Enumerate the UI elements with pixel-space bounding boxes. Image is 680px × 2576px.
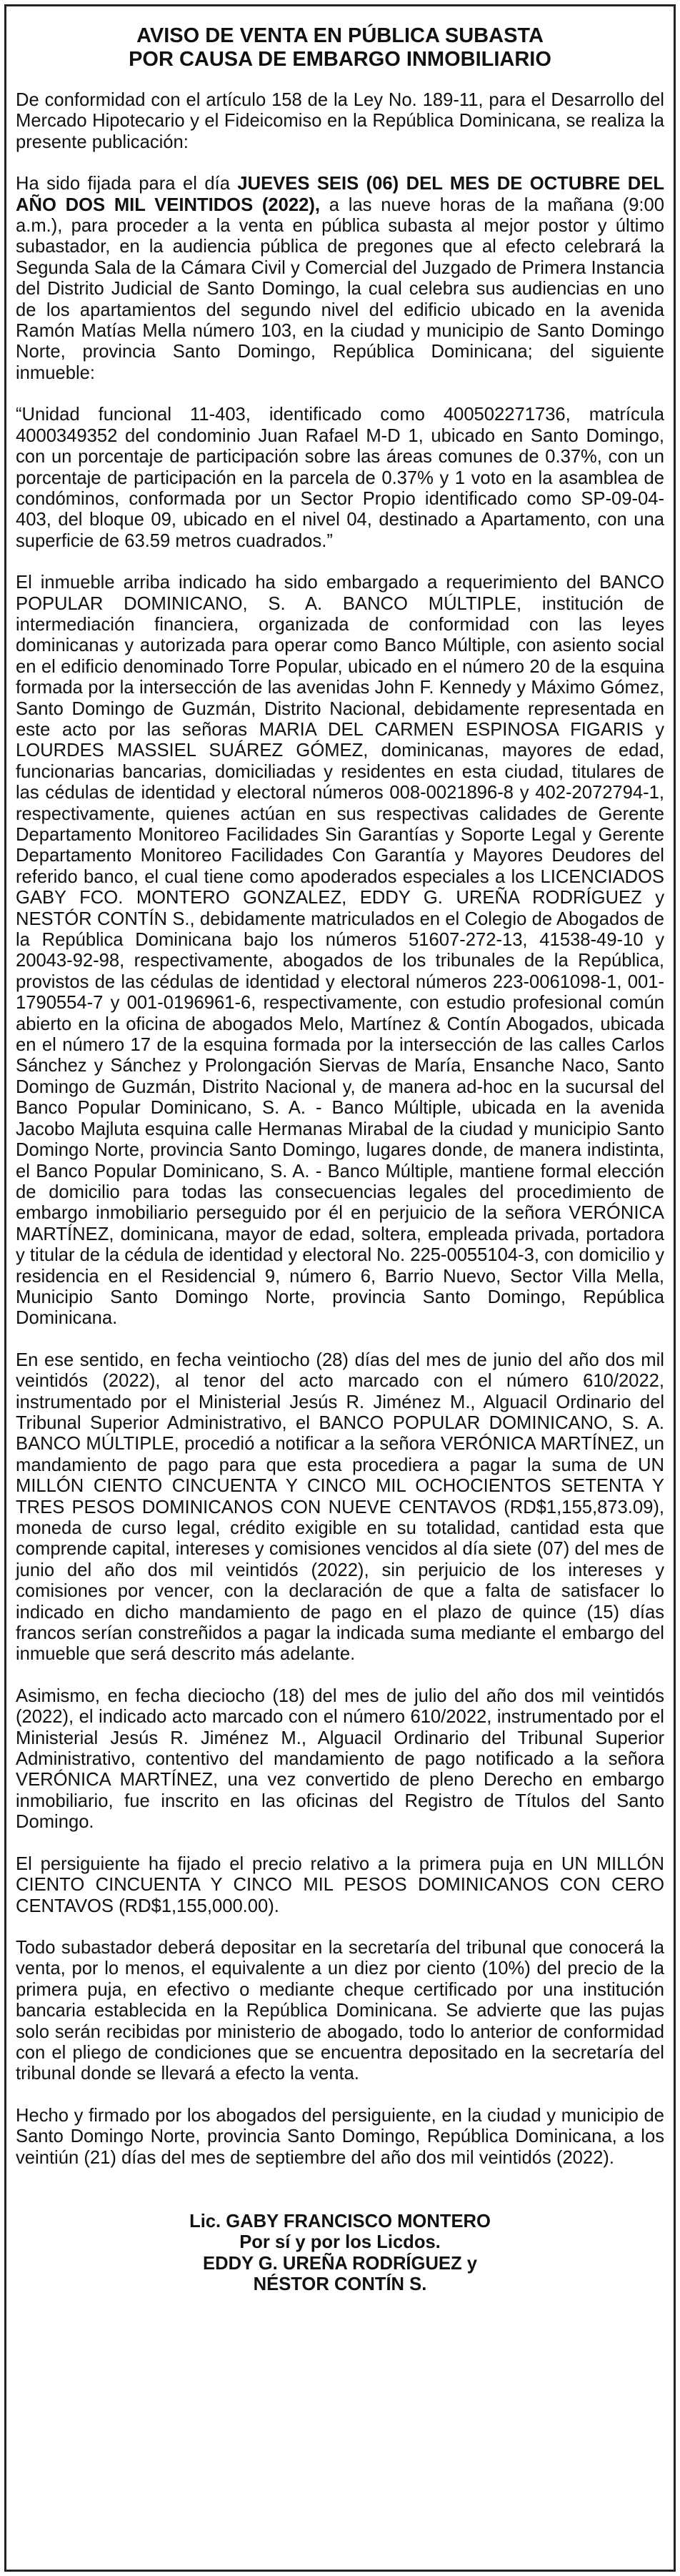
signature-line-4: NÉSTOR CONTÍN S. <box>253 2274 427 2295</box>
paragraph-deposit-terms: Todo subastador deberá depositar en la secretaría del tribunal que conocerá la venta, por lo menos, el equivalente a un diez por ciento (10%) del precio de la primera puja, en efectivo o mediante cheque certificado por una institución bancaria establecida en la República Dominicana. Se advierte que las pujas solo serán recibidas por ministerio de abogado, todo lo anterior de conformidad con el pliego de condiciones que se encuentra depositado en la secretaría del tribunal donde se llevará a efecto la venta. <box>16 1937 664 2084</box>
notice-border <box>4 4 676 2572</box>
title-line-1: AVISO DE VENTA EN PÚBLICA SUBASTA <box>136 24 544 47</box>
auction-date-bold: JUEVES SEIS (06) DEL MES DE OCTUBRE DEL AÑO DOS MIL VEINTIDOS (2022), <box>16 174 664 215</box>
paragraph-property-description: “Unidad funcional 11-403, identificado como 400502271736, matrícula 4000349352 del condominio Juan Rafael M-D 1, ubicado en Santo Domingo, con un porcentaje de participación sobre las áreas comunes de 0.37%, con un porcentaje de participación en la parcela de 0.37% y 1 voto en la asamblea de condóminos, conformada por un Sector Propio identificado como SP-09-04-403, del bloque 09, ubicado en el nivel 04, destinado a Apartamento, con una superficie de 63.59 metros cuadrados.” <box>16 405 664 551</box>
auction-date-prefix: Ha sido fijada para el día <box>16 174 238 194</box>
signature-line-2: Por sí y por los Licdos. <box>239 2232 441 2253</box>
signature-line-3: EDDY G. UREÑA RODRÍGUEZ y <box>203 2253 477 2274</box>
paragraph-first-bid-price: El persiguiente ha fijado el precio relativo a la primera puja en UN MILLÓN CIENTO CINCUENTA Y CINCO MIL PESOS DOMINICANOS CON CERO CENTAVOS (RD$1,155,000.00). <box>16 1853 664 1916</box>
auction-date-rest: a las nueve horas de la mañana (9:00 a.m.), para proceder a la venta en pública subasta al mejor postor y último subastador, en la audiencia pública de pregones que al efecto celebrará la Segunda Sala de la Cámara Civil y Comercial del Juzgado de Primera Instancia del Distrito Judicial de Santo Domingo, la cual celebra sus audiencias en uno de los apartamientos del segundo nivel del edificio ubicado en la avenida Ramón Matías Mella número 103, en la ciudad y municipio de Santo Domingo Norte, provincia Santo Domingo, República Dominicana; del siguiente inmueble: <box>16 194 664 383</box>
paragraph-signing-place: Hecho y firmado por los abogados del persiguiente, en la ciudad y municipio de Santo Domingo Norte, provincia Santo Domingo, República Dominicana, a los veintiún (21) días del mes de septiembre del año dos mil veintidós (2022). <box>16 2105 664 2168</box>
paragraph-payment-order: En ese sentido, en fecha veintiocho (28) días del mes de junio del año dos mil veintidós (2022), al tenor del acto marcado con el número 610/2022, instrumentado por el Ministerial Jesús R. Jiménez M., Alguacil Ordinario del Tribunal Superior Administrativo, el BANCO POPULAR DOMINICANO, S. A. BANCO MÚLTIPLE, procedió a notificar a la señora VERÓNICA MARTÍNEZ, un mandamiento de pago para que esta procediera a pagar la suma de UN MILLÓN CIENTO CINCUENTA Y CINCO MIL OCHOCIENTOS SETENTA Y TRES PESOS DOMINICANOS CON NUEVE CENTAVOS (RD$1,155,873.09), moneda de curso legal, crédito exigible en su totalidad, cantidad esta que comprende capital, intereses y comisiones vencidos al día siete (07) del mes de junio del año dos mil veintidós (2022), sin perjuicio de los intereses y comisiones por vencer, con la declaración de que a falta de satisfacer lo indicado en dicho mandamiento de pago en el plazo de quince (15) días francos serían constreñidos a pagar la indicada suma mediante el embargo del inmueble que será descrito más adelante. <box>16 1349 664 1665</box>
paragraph-seizure-details: El inmueble arriba indicado ha sido embargado a requerimiento del BANCO POPULAR DOMINICANO, S. A. BANCO MÚLTIPLE, institución de intermediación financiera, organizada de conformidad con las leyes dominicanas y autorizada para operar como Banco Múltiple, con asiento social en el edificio denominado Torre Popular, ubicado en el número 20 de la esquina formada por la intersección de las avenidas John F. Kennedy y Máximo Gómez, Santo Domingo de Guzmán, Distrito Nacional, debidamente representada en este acto por las señoras MARIA DEL CARMEN ESPINOSA FIGARIS y LOURDES MASSIEL SUÁREZ GÓMEZ, dominicanas, mayores de edad, funcionarias bancarias, domiciliadas y residentes en esta ciudad, titulares de las cédulas de identidad y electoral números 008-0021896-8 y 402-2072794-1, respectivamente, quienes actúan en sus respectivas calidades de Gerente Departamento Monitoreo Facilidades Sin Garantías y Soporte Legal y Gerente Departamento Monitoreo Facilidades Con Garantía y Mayores Deudores del referido banco, el cual tiene como apoderados especiales a los LICENCIADOS GABY FCO. MONTERO GONZALEZ, EDDY G. UREÑA RODRÍGUEZ y NESTÓR CONTÍN S., debidamente matriculados en el Colegio de Abogados de la República Dominicana bajo los números 51607-272-13, 41538-49-10 y 20043-92-98, respectivamente, abogados de los tribunales de la República, provistos de las cédulas de identidad y electoral números 223-0061098-1, 001-1790554-7 y 001-0196961-6, respectivamente, con estudio profesional común abierto en la oficina de abogados Melo, Martínez & Contín Abogados, ubicada en el número 17 de la esquina formada por la intersección de las calles Carlos Sánchez y Sánchez y Prolongación Siervas de María, Ensanche Naco, Santo Domingo de Guzmán, Distrito Nacional y, de manera ad-hoc en la sucursal del Banco Popular Dominicano, S. A. - Banco Múltiple, ubicada en la avenida Jacobo Majluta esquina calle Hermanas Mirabal de la ciudad y municipio Santo Domingo Norte, provincia Santo Domingo, lugares donde, de manera indistinta, el Banco Popular Dominicano, S. A. - Banco Múltiple, mantiene formal elección de domicilio para todas las consecuencias legales del procedimiento de embargo inmobiliario perseguido por él en perjuicio de la señora VERÓNICA MARTÍNEZ, dominicana, mayor de edad, soltera, empleada privada, portadora y titular de la cédula de identidad y electoral No. 225-0055104-3, con domicilio y residencia en el Residencial 9, número 6, Barrio Nuevo, Sector Villa Mella, Municipio Santo Domingo Norte, provincia Santo Domingo, República Dominicana. <box>16 573 664 1329</box>
paragraph-legal-basis: De conformidad con el artículo 158 de la Ley No. 189-11, para el Desarrollo del Mercado Hipotecario y el Fideicomiso en la República Dominicana, se realiza la presente publicación: <box>16 90 664 152</box>
signature-line-1: Lic. GABY FRANCISCO MONTERO <box>189 2211 491 2231</box>
paragraph-registration: Asimismo, en fecha dieciocho (18) del mes de julio del año dos mil veintidós (2022), el indicado acto marcado con el número 610/2022, instrumentado por el Ministerial Jesús R. Jiménez M., Alguacil Ordinario del Tribunal Superior Administrativo, contentivo del mandamiento de pago notificado a la señora VERÓNICA MARTÍNEZ, una vez convertido de pleno Derecho en embargo inmobiliario, fue inscrito en las oficinas del Registro de Títulos del Santo Domingo. <box>16 1685 664 1833</box>
title-line-2: POR CAUSA DE EMBARGO INMOBILIARIO <box>129 48 551 71</box>
